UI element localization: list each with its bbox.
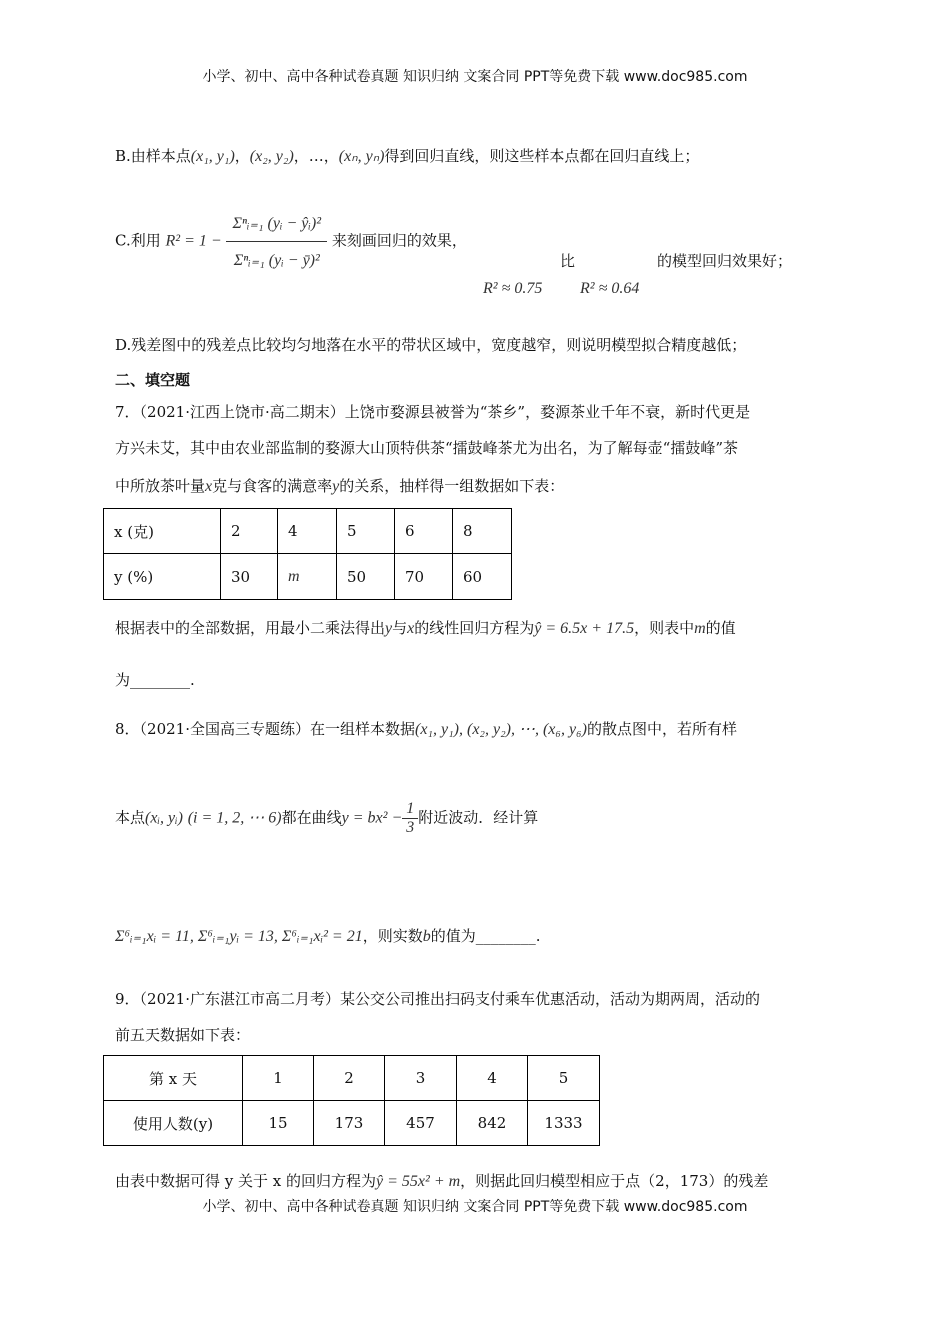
cell: 1333	[528, 1101, 600, 1146]
q7-table	[103, 508, 512, 600]
q9-text: 9．（2021·广东湛江市高二月考）某公交公司推出扫码支付乘车优惠活动，活动为期两周，活动的	[115, 990, 760, 1008]
cell: 15	[243, 1101, 314, 1146]
cell: y (%)	[104, 554, 221, 600]
section-title: 二、填空题	[115, 371, 191, 389]
math: R² ≈ 0.75	[483, 280, 543, 297]
cell: 8	[453, 509, 512, 554]
q7-text	[115, 475, 564, 496]
text: 的值为________.	[430, 927, 541, 945]
math: y = bx² −	[341, 809, 403, 827]
text: 8．（2021·全国高三专题练）在一组样本数据	[115, 720, 415, 738]
text: 的散点图中，若所有样	[586, 720, 737, 738]
cell: 3	[385, 1056, 457, 1101]
text: 本点	[115, 808, 146, 827]
r2-fraction	[226, 205, 327, 278]
math: y	[385, 620, 393, 637]
q8-text	[115, 718, 737, 739]
option-c	[115, 205, 467, 278]
text: 得到回归直线，则这些样本点都在回归直线上；	[384, 147, 700, 165]
text: 都在曲线	[281, 808, 342, 827]
cell: 70	[395, 554, 453, 600]
text: 的模型回归效果好；	[657, 252, 793, 270]
text: 克与食客的满意率	[212, 477, 333, 495]
math: x	[205, 478, 213, 495]
math: (x₁, y₁), (x₂, y₂), ⋯, (x₆, y₆)	[415, 721, 587, 738]
q9-table	[103, 1055, 600, 1146]
cell: x (克)	[104, 509, 221, 554]
q8-text	[115, 925, 541, 946]
math: R² ≈ 0.64	[580, 280, 640, 297]
q7-text	[115, 617, 736, 638]
q9-text	[115, 1170, 768, 1191]
cell: 5	[528, 1056, 600, 1101]
text: 的线性回归方程为	[414, 619, 535, 637]
cell: 4	[457, 1056, 528, 1101]
text: ，…，	[293, 147, 339, 165]
fraction	[402, 800, 418, 837]
text: ，则表中	[634, 619, 695, 637]
text: 根据表中的全部数据，用最小二乘法得出	[115, 619, 386, 637]
text: 来刻画回归的效果，	[331, 231, 467, 250]
q8-text	[115, 800, 538, 837]
math: m	[694, 620, 706, 637]
answer-blank: 为________.	[115, 671, 195, 689]
cell: 1	[243, 1056, 314, 1101]
cell: 842	[457, 1101, 528, 1146]
text: 的值	[705, 619, 736, 637]
option-d: D.残差图中的残差点比较均匀地落在水平的带状区域中，宽度越窄，则说明模型拟合精度越低；	[115, 336, 747, 354]
cell: 5	[337, 509, 395, 554]
cell: 6	[395, 509, 453, 554]
math: (xᵢ, yᵢ)	[145, 809, 183, 827]
denominator: Σⁿᵢ₌₁ (yᵢ − ȳ)²	[233, 252, 320, 269]
cell: 457	[385, 1101, 457, 1146]
text: ，则实数	[362, 927, 423, 945]
text: 附近波动．经计算	[418, 808, 539, 827]
cell: 30	[221, 554, 278, 600]
q7-text: 方兴未艾，其中由农业部监制的婺源大山顶特供茶“擂鼓峰茶尤为出名，为了解每壶“擂鼓峰”茶	[115, 439, 739, 457]
cell: 2	[221, 509, 278, 554]
page-header: 小学、初中、高中各种试卷真题 知识归纳 文案合同 PPT等免费下载 www.doc985.com	[202, 69, 748, 85]
text: 与	[392, 619, 408, 637]
cell: 173	[314, 1101, 385, 1146]
math: Σ⁶ᵢ₌₁xᵢ = 11, Σ⁶ᵢ₌₁yᵢ = 13, Σ⁶ᵢ₌₁xᵢ² = 21	[115, 928, 363, 945]
q9-text: 前五天数据如下表：	[115, 1026, 251, 1044]
text: 中所放茶叶量	[115, 477, 206, 495]
math: (x₂, y₂)	[249, 148, 294, 165]
cell: 第 x 天	[104, 1056, 243, 1101]
q7-text: 7．（2021·江西上饶市·高二期末）上饶市婺源县被誉为“茶乡”，婺源茶业千年不衰，新时代更是	[115, 403, 751, 421]
math: ŷ = 55x² + m	[376, 1173, 461, 1190]
table-row	[104, 1101, 600, 1146]
cell: 50	[337, 554, 395, 600]
text: ，则据此回归模型相应于点（2，173）的残差	[460, 1172, 769, 1190]
cell: m	[278, 554, 337, 600]
math: (x₁, y₁)	[190, 148, 235, 165]
math: R² = 1 −	[165, 232, 222, 250]
text: 比	[560, 252, 576, 270]
table-row	[104, 509, 512, 554]
cell: 使用人数(y)	[104, 1101, 243, 1146]
math: (xₙ, yₙ)	[338, 148, 385, 165]
cell: 60	[453, 554, 512, 600]
text: 由表中数据可得 y 关于 x 的回归方程为	[115, 1172, 377, 1190]
page-footer: 小学、初中、高中各种试卷真题 知识归纳 文案合同 PPT等免费下载 www.doc985.com	[202, 1199, 748, 1215]
text: B.由样本点	[115, 147, 191, 165]
math: (i = 1, 2, ⋯ 6)	[187, 809, 282, 827]
math: b	[422, 928, 431, 945]
math: x	[407, 620, 415, 637]
text: C.利用	[115, 231, 161, 250]
math: ŷ = 6.5x + 17.5	[534, 620, 635, 637]
math: y	[332, 478, 340, 495]
table-row	[104, 1056, 600, 1101]
cell: 2	[314, 1056, 385, 1101]
numerator: 1	[402, 800, 418, 819]
numerator: Σⁿᵢ₌₁ (yᵢ − ŷᵢ)²	[226, 205, 327, 242]
text: 的关系，抽样得一组数据如下表：	[339, 477, 565, 495]
cell: 4	[278, 509, 337, 554]
text: ，	[234, 147, 250, 165]
denominator: 3	[406, 819, 415, 836]
table-row	[104, 554, 512, 600]
option-b	[115, 145, 699, 166]
